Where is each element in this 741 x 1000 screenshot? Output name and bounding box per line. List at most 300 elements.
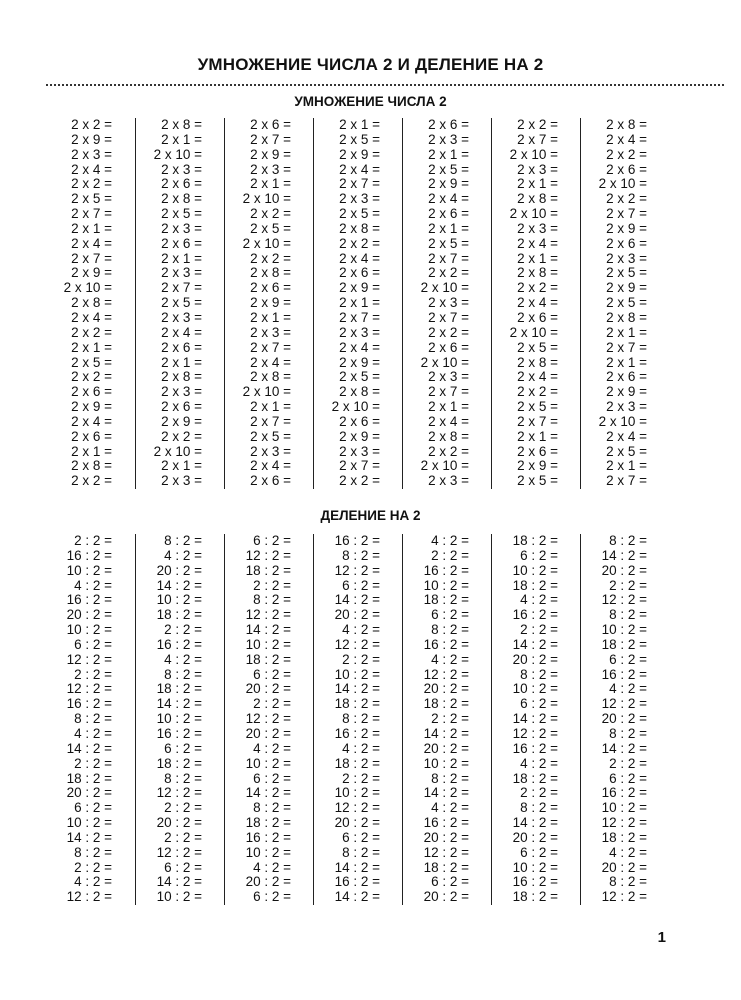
multiplication-problem: 2 x 5 =	[428, 161, 469, 177]
multiplication-problem: 2 x 8 =	[339, 384, 380, 400]
division-problem: 12 : 2 =	[334, 636, 380, 652]
multiplication-problem: 2 x 5 =	[606, 443, 647, 459]
multiplication-problem: 2 x 4 =	[517, 369, 558, 385]
multiplication-problem: 2 x 10 =	[509, 206, 558, 222]
division-problem: 6 : 2 =	[609, 770, 647, 786]
multiplication-problem: 2 x 2 =	[339, 473, 380, 489]
division-problem: 20 : 2 =	[601, 711, 647, 727]
division-problem: 12 : 2 =	[512, 725, 558, 741]
multiplication-problem: 2 x 3 =	[428, 473, 469, 489]
division-column	[224, 534, 313, 905]
multiplication-problem: 2 x 5 =	[250, 220, 291, 236]
multiplication-problem: 2 x 1 =	[428, 399, 469, 415]
multiplication-problem: 2 x 10 =	[242, 191, 291, 207]
division-problem: 4 : 2 =	[520, 592, 558, 608]
division-problem: 12 : 2 =	[601, 696, 647, 712]
division-problem: 16 : 2 =	[334, 874, 380, 890]
multiplication-problem: 2 x 9 =	[71, 131, 112, 147]
multiplication-problem: 2 x 5 =	[161, 206, 202, 222]
division-problem: 8 : 2 =	[74, 711, 112, 727]
multiplication-problem: 2 x 6 =	[517, 309, 558, 325]
division-problem: 4 : 2 =	[609, 844, 647, 860]
multiplication-problem: 2 x 9 =	[161, 413, 202, 429]
division-problem: 16 : 2 =	[245, 829, 291, 845]
multiplication-problem: 2 x 2 =	[428, 324, 469, 340]
multiplication-problem: 2 x 5 =	[339, 206, 380, 222]
multiplication-problem: 2 x 9 =	[250, 295, 291, 311]
multiplication-problem: 2 x 9 =	[517, 458, 558, 474]
multiplication-problem: 2 x 5 =	[606, 265, 647, 281]
division-problem: 18 : 2 =	[512, 770, 558, 786]
division-problem: 8 : 2 =	[342, 711, 380, 727]
division-problem: 14 : 2 =	[156, 874, 202, 890]
division-problem: 2 : 2 =	[431, 547, 469, 563]
multiplication-problem: 2 x 4 =	[250, 354, 291, 370]
division-problem: 10 : 2 =	[512, 562, 558, 578]
division-problem: 4 : 2 =	[609, 681, 647, 697]
division-problem: 8 : 2 =	[74, 844, 112, 860]
division-problem: 2 : 2 =	[164, 800, 202, 816]
multiplication-problem: 2 x 9 =	[606, 280, 647, 296]
division-problem: 6 : 2 =	[74, 800, 112, 816]
division-problem: 20 : 2 =	[245, 681, 291, 697]
multiplication-problem: 2 x 3 =	[428, 131, 469, 147]
division-problem: 8 : 2 =	[164, 666, 202, 682]
division-problem: 6 : 2 =	[431, 874, 469, 890]
division-problem: 16 : 2 =	[423, 815, 469, 831]
multiplication-problem: 2 x 5 =	[428, 235, 469, 251]
division-problem: 6 : 2 =	[253, 889, 291, 905]
division-problem: 4 : 2 =	[431, 533, 469, 548]
division-problem: 2 : 2 =	[74, 666, 112, 682]
division-problem: 6 : 2 =	[431, 607, 469, 623]
multiplication-problem: 2 x 6 =	[428, 206, 469, 222]
multiplication-problem: 2 x 7 =	[606, 473, 647, 489]
multiplication-problem: 2 x 3 =	[71, 146, 112, 162]
multiplication-problem: 2 x 10 =	[509, 324, 558, 340]
division-problem: 6 : 2 =	[74, 636, 112, 652]
division-problem: 14 : 2 =	[156, 696, 202, 712]
division-problem: 18 : 2 =	[423, 592, 469, 608]
division-problem: 10 : 2 =	[66, 562, 112, 578]
division-problem: 10 : 2 =	[512, 681, 558, 697]
division-problem: 20 : 2 =	[334, 607, 380, 623]
division-problem: 18 : 2 =	[156, 755, 202, 771]
division-problem: 8 : 2 =	[609, 874, 647, 890]
multiplication-problem: 2 x 4 =	[161, 324, 202, 340]
multiplication-problem: 2 x 6 =	[339, 265, 380, 281]
division-problem: 18 : 2 =	[423, 859, 469, 875]
division-problem: 10 : 2 =	[66, 815, 112, 831]
multiplication-problem: 2 x 3 =	[250, 324, 291, 340]
division-problem: 2 : 2 =	[342, 770, 380, 786]
division-problem: 4 : 2 =	[431, 651, 469, 667]
division-problem: 14 : 2 =	[334, 889, 380, 905]
division-problem: 20 : 2 =	[156, 562, 202, 578]
division-problem: 20 : 2 =	[156, 815, 202, 831]
multiplication-problem: 2 x 6 =	[161, 235, 202, 251]
multiplication-problem: 2 x 1 =	[606, 458, 647, 474]
multiplication-problem: 2 x 4 =	[517, 295, 558, 311]
division-column	[580, 534, 669, 905]
division-problem: 18 : 2 =	[156, 607, 202, 623]
multiplication-problem: 2 x 3 =	[517, 220, 558, 236]
division-problem: 14 : 2 =	[512, 815, 558, 831]
multiplication-problem: 2 x 9 =	[339, 354, 380, 370]
multiplication-problem: 2 x 1 =	[339, 117, 380, 132]
multiplication-problem: 2 x 6 =	[606, 369, 647, 385]
division-problem: 4 : 2 =	[74, 577, 112, 593]
division-problem: 10 : 2 =	[334, 666, 380, 682]
division-problem: 16 : 2 =	[66, 592, 112, 608]
multiplication-problem: 2 x 7 =	[339, 309, 380, 325]
division-problem: 12 : 2 =	[66, 889, 112, 905]
multiplication-problem: 2 x 4 =	[71, 161, 112, 177]
division-problem: 4 : 2 =	[164, 651, 202, 667]
division-problem: 20 : 2 =	[423, 829, 469, 845]
division-problem: 10 : 2 =	[601, 622, 647, 638]
division-problem: 20 : 2 =	[423, 740, 469, 756]
division-problem: 18 : 2 =	[601, 829, 647, 845]
multiplication-problem: 2 x 2 =	[339, 235, 380, 251]
dotted-divider	[46, 84, 724, 86]
division-problem: 16 : 2 =	[334, 725, 380, 741]
multiplication-problem: 2 x 1 =	[428, 146, 469, 162]
multiplication-problem: 2 x 2 =	[71, 117, 112, 132]
division-problem: 18 : 2 =	[156, 681, 202, 697]
multiplication-problem: 2 x 9 =	[606, 220, 647, 236]
multiplication-problem: 2 x 4 =	[339, 161, 380, 177]
division-problem: 2 : 2 =	[609, 755, 647, 771]
multiplication-column	[224, 118, 313, 489]
multiplication-problem: 2 x 10 =	[420, 354, 469, 370]
division-problem: 12 : 2 =	[156, 844, 202, 860]
multiplication-problem: 2 x 2 =	[517, 280, 558, 296]
division-problem: 2 : 2 =	[520, 622, 558, 638]
division-column	[313, 534, 402, 905]
multiplication-problem: 2 x 2 =	[71, 473, 112, 489]
multiplication-problem: 2 x 5 =	[517, 399, 558, 415]
division-problem: 16 : 2 =	[423, 636, 469, 652]
division-problem: 6 : 2 =	[253, 666, 291, 682]
multiplication-problem: 2 x 9 =	[339, 146, 380, 162]
division-problem: 10 : 2 =	[423, 577, 469, 593]
division-problem: 4 : 2 =	[253, 859, 291, 875]
multiplication-problem: 2 x 3 =	[161, 265, 202, 281]
division-problem: 6 : 2 =	[520, 696, 558, 712]
multiplication-problem: 2 x 7 =	[517, 413, 558, 429]
multiplication-problem: 2 x 1 =	[250, 309, 291, 325]
multiplication-problem: 2 x 9 =	[250, 146, 291, 162]
division-column	[46, 534, 134, 905]
division-problem: 8 : 2 =	[609, 533, 647, 548]
multiplication-problem: 2 x 7 =	[606, 339, 647, 355]
multiplication-problem: 2 x 3 =	[161, 220, 202, 236]
multiplication-problem: 2 x 1 =	[161, 354, 202, 370]
multiplication-problem: 2 x 6 =	[606, 161, 647, 177]
division-problem: 20 : 2 =	[512, 651, 558, 667]
multiplication-column	[135, 118, 224, 489]
division-problem: 18 : 2 =	[601, 636, 647, 652]
division-problem: 6 : 2 =	[164, 859, 202, 875]
division-section-title: ДЕЛЕНИЕ НА 2	[320, 508, 421, 523]
division-problem: 8 : 2 =	[520, 666, 558, 682]
multiplication-problem: 2 x 5 =	[339, 131, 380, 147]
division-problem: 14 : 2 =	[245, 785, 291, 801]
division-problem: 14 : 2 =	[512, 636, 558, 652]
multiplication-column	[46, 118, 134, 489]
multiplication-problem: 2 x 7 =	[250, 131, 291, 147]
multiplication-problem: 2 x 7 =	[71, 250, 112, 266]
multiplication-problem: 2 x 1 =	[428, 220, 469, 236]
division-problem: 14 : 2 =	[601, 547, 647, 563]
multiplication-problem: 2 x 8 =	[517, 191, 558, 207]
multiplication-problem: 2 x 8 =	[250, 265, 291, 281]
multiplication-problem: 2 x 8 =	[161, 117, 202, 132]
multiplication-problem: 2 x 6 =	[250, 473, 291, 489]
multiplication-problem: 2 x 2 =	[161, 428, 202, 444]
division-problem: 10 : 2 =	[156, 592, 202, 608]
multiplication-problem: 2 x 1 =	[606, 354, 647, 370]
division-problem: 2 : 2 =	[74, 533, 112, 548]
division-problem: 6 : 2 =	[609, 651, 647, 667]
multiplication-problem: 2 x 1 =	[161, 458, 202, 474]
division-problem: 2 : 2 =	[164, 829, 202, 845]
multiplication-problem: 2 x 10 =	[598, 413, 647, 429]
division-problem: 8 : 2 =	[164, 770, 202, 786]
division-problem: 14 : 2 =	[66, 829, 112, 845]
division-problem: 12 : 2 =	[66, 651, 112, 667]
multiplication-problem: 2 x 6 =	[161, 339, 202, 355]
multiplication-problem: 2 x 6 =	[606, 235, 647, 251]
multiplication-problem: 2 x 1 =	[161, 131, 202, 147]
division-problem: 6 : 2 =	[342, 577, 380, 593]
multiplication-problem: 2 x 5 =	[161, 295, 202, 311]
division-problem: 6 : 2 =	[342, 829, 380, 845]
multiplication-problem: 2 x 2 =	[250, 206, 291, 222]
multiplication-problem: 2 x 2 =	[606, 191, 647, 207]
division-problem: 16 : 2 =	[423, 562, 469, 578]
multiplication-problem: 2 x 7 =	[161, 280, 202, 296]
division-problem: 20 : 2 =	[601, 859, 647, 875]
multiplication-problem: 2 x 4 =	[428, 413, 469, 429]
multiplication-problem: 2 x 4 =	[606, 428, 647, 444]
division-problem: 12 : 2 =	[423, 844, 469, 860]
multiplication-problem: 2 x 1 =	[250, 176, 291, 192]
division-problem: 18 : 2 =	[512, 577, 558, 593]
multiplication-problem: 2 x 3 =	[517, 161, 558, 177]
multiplication-problem: 2 x 3 =	[339, 443, 380, 459]
division-problem: 10 : 2 =	[245, 636, 291, 652]
division-problem: 18 : 2 =	[66, 770, 112, 786]
division-problem: 4 : 2 =	[74, 874, 112, 890]
division-problem: 6 : 2 =	[253, 533, 291, 548]
division-problem: 16 : 2 =	[601, 666, 647, 682]
division-problem: 18 : 2 =	[245, 651, 291, 667]
multiplication-problem: 2 x 4 =	[71, 413, 112, 429]
division-problem: 10 : 2 =	[245, 844, 291, 860]
division-problem: 4 : 2 =	[253, 740, 291, 756]
multiplication-problem: 2 x 1 =	[250, 399, 291, 415]
division-problem: 6 : 2 =	[520, 547, 558, 563]
multiplication-problem: 2 x 7 =	[606, 206, 647, 222]
division-problem: 12 : 2 =	[601, 592, 647, 608]
multiplication-problem: 2 x 5 =	[606, 295, 647, 311]
division-problem: 12 : 2 =	[245, 607, 291, 623]
multiplication-problem: 2 x 3 =	[606, 250, 647, 266]
multiplication-problem: 2 x 8 =	[517, 265, 558, 281]
multiplication-problem: 2 x 1 =	[71, 443, 112, 459]
division-problem: 12 : 2 =	[156, 785, 202, 801]
multiplication-problem: 2 x 4 =	[71, 309, 112, 325]
division-problem: 16 : 2 =	[512, 874, 558, 890]
multiplication-problem: 2 x 4 =	[606, 131, 647, 147]
division-problem: 16 : 2 =	[512, 607, 558, 623]
multiplication-problem: 2 x 2 =	[71, 176, 112, 192]
division-problem: 4 : 2 =	[74, 725, 112, 741]
division-column	[491, 534, 580, 905]
multiplication-problem: 2 x 7 =	[517, 131, 558, 147]
multiplication-problem: 2 x 8 =	[606, 117, 647, 132]
multiplication-problem: 2 x 10 =	[509, 146, 558, 162]
division-problem: 8 : 2 =	[164, 533, 202, 548]
division-problem: 4 : 2 =	[342, 740, 380, 756]
division-problem: 4 : 2 =	[342, 622, 380, 638]
division-problem: 14 : 2 =	[423, 725, 469, 741]
multiplication-problem: 2 x 9 =	[428, 176, 469, 192]
division-problem: 8 : 2 =	[431, 770, 469, 786]
multiplication-problem: 2 x 3 =	[428, 295, 469, 311]
division-problem: 6 : 2 =	[164, 740, 202, 756]
multiplication-problem: 2 x 8 =	[161, 191, 202, 207]
multiplication-problem: 2 x 4 =	[71, 235, 112, 251]
multiplication-problem: 2 x 7 =	[339, 176, 380, 192]
multiplication-problem: 2 x 4 =	[339, 339, 380, 355]
multiplication-problem: 2 x 3 =	[339, 324, 380, 340]
division-problem: 16 : 2 =	[512, 740, 558, 756]
multiplication-problem: 2 x 7 =	[250, 413, 291, 429]
multiplication-problem: 2 x 8 =	[71, 458, 112, 474]
multiplication-problem: 2 x 6 =	[71, 384, 112, 400]
division-problem: 14 : 2 =	[66, 740, 112, 756]
division-problem: 14 : 2 =	[423, 785, 469, 801]
multiplication-problem: 2 x 10 =	[242, 384, 291, 400]
division-problem: 16 : 2 =	[66, 696, 112, 712]
division-problem: 10 : 2 =	[601, 800, 647, 816]
multiplication-problem: 2 x 5 =	[250, 428, 291, 444]
division-problem: 8 : 2 =	[431, 622, 469, 638]
division-problem: 14 : 2 =	[334, 592, 380, 608]
multiplication-problem: 2 x 8 =	[161, 369, 202, 385]
division-problem: 2 : 2 =	[342, 651, 380, 667]
division-problem: 18 : 2 =	[334, 755, 380, 771]
multiplication-problem: 2 x 10 =	[153, 146, 202, 162]
division-problem: 14 : 2 =	[156, 577, 202, 593]
division-problem: 16 : 2 =	[601, 785, 647, 801]
multiplication-problem: 2 x 5 =	[339, 369, 380, 385]
division-column	[135, 534, 224, 905]
division-problem: 12 : 2 =	[334, 562, 380, 578]
multiplication-problem: 2 x 6 =	[517, 443, 558, 459]
multiplication-problem: 2 x 3 =	[428, 369, 469, 385]
division-problem: 20 : 2 =	[512, 829, 558, 845]
division-problem: 10 : 2 =	[512, 859, 558, 875]
multiplication-problem: 2 x 4 =	[250, 458, 291, 474]
division-problem: 14 : 2 =	[512, 711, 558, 727]
multiplication-problem: 2 x 3 =	[161, 473, 202, 489]
multiplication-column	[402, 118, 491, 489]
division-problem: 4 : 2 =	[431, 800, 469, 816]
division-problem: 14 : 2 =	[334, 859, 380, 875]
multiplication-problem: 2 x 7 =	[71, 206, 112, 222]
multiplication-problem: 2 x 3 =	[161, 309, 202, 325]
multiplication-problem: 2 x 4 =	[517, 235, 558, 251]
division-problem: 10 : 2 =	[423, 755, 469, 771]
multiplication-problem: 2 x 1 =	[71, 220, 112, 236]
division-problem: 12 : 2 =	[601, 815, 647, 831]
multiplication-problem: 2 x 9 =	[339, 280, 380, 296]
multiplication-problem: 2 x 10 =	[598, 176, 647, 192]
multiplication-problem: 2 x 1 =	[606, 324, 647, 340]
multiplication-problem: 2 x 7 =	[428, 309, 469, 325]
division-problem: 20 : 2 =	[245, 874, 291, 890]
multiplication-section-title: УМНОЖЕНИЕ ЧИСЛА 2	[294, 94, 447, 109]
multiplication-problem: 2 x 4 =	[428, 191, 469, 207]
page-title: УМНОЖЕНИЕ ЧИСЛА 2 И ДЕЛЕНИЕ НА 2	[197, 55, 544, 74]
multiplication-problem: 2 x 3 =	[339, 191, 380, 207]
multiplication-problem: 2 x 2 =	[250, 250, 291, 266]
division-problem: 20 : 2 =	[423, 889, 469, 905]
division-problem: 10 : 2 =	[245, 755, 291, 771]
division-problem: 12 : 2 =	[245, 547, 291, 563]
division-problem: 2 : 2 =	[164, 622, 202, 638]
division-problem: 12 : 2 =	[334, 800, 380, 816]
division-problem: 8 : 2 =	[342, 547, 380, 563]
division-problem: 16 : 2 =	[334, 533, 380, 548]
division-problem: 8 : 2 =	[253, 800, 291, 816]
multiplication-problem: 2 x 10 =	[420, 458, 469, 474]
multiplication-problem: 2 x 8 =	[428, 428, 469, 444]
division-problem: 8 : 2 =	[609, 607, 647, 623]
division-problem: 18 : 2 =	[512, 889, 558, 905]
multiplication-problem: 2 x 1 =	[71, 339, 112, 355]
multiplication-problem: 2 x 5 =	[517, 473, 558, 489]
multiplication-problem: 2 x 6 =	[428, 117, 469, 132]
division-problem: 8 : 2 =	[253, 592, 291, 608]
multiplication-problem: 2 x 1 =	[161, 250, 202, 266]
division-problem: 16 : 2 =	[156, 636, 202, 652]
page-number: 1	[657, 929, 666, 946]
multiplication-problem: 2 x 10 =	[242, 235, 291, 251]
multiplication-problem: 2 x 3 =	[161, 161, 202, 177]
multiplication-problem: 2 x 1 =	[517, 250, 558, 266]
division-problem: 12 : 2 =	[66, 681, 112, 697]
multiplication-problem: 2 x 6 =	[161, 399, 202, 415]
multiplication-problem: 2 x 3 =	[161, 384, 202, 400]
division-problem: 18 : 2 =	[245, 562, 291, 578]
division-problem: 14 : 2 =	[334, 681, 380, 697]
division-problem: 8 : 2 =	[520, 800, 558, 816]
multiplication-problem: 2 x 2 =	[428, 443, 469, 459]
multiplication-problem: 2 x 2 =	[71, 369, 112, 385]
multiplication-problem: 2 x 6 =	[71, 428, 112, 444]
division-problem: 12 : 2 =	[601, 889, 647, 905]
division-problem: 12 : 2 =	[245, 711, 291, 727]
multiplication-problem: 2 x 6 =	[428, 339, 469, 355]
multiplication-problem: 2 x 8 =	[606, 309, 647, 325]
division-problem: 18 : 2 =	[334, 696, 380, 712]
multiplication-problem: 2 x 10 =	[63, 280, 112, 296]
